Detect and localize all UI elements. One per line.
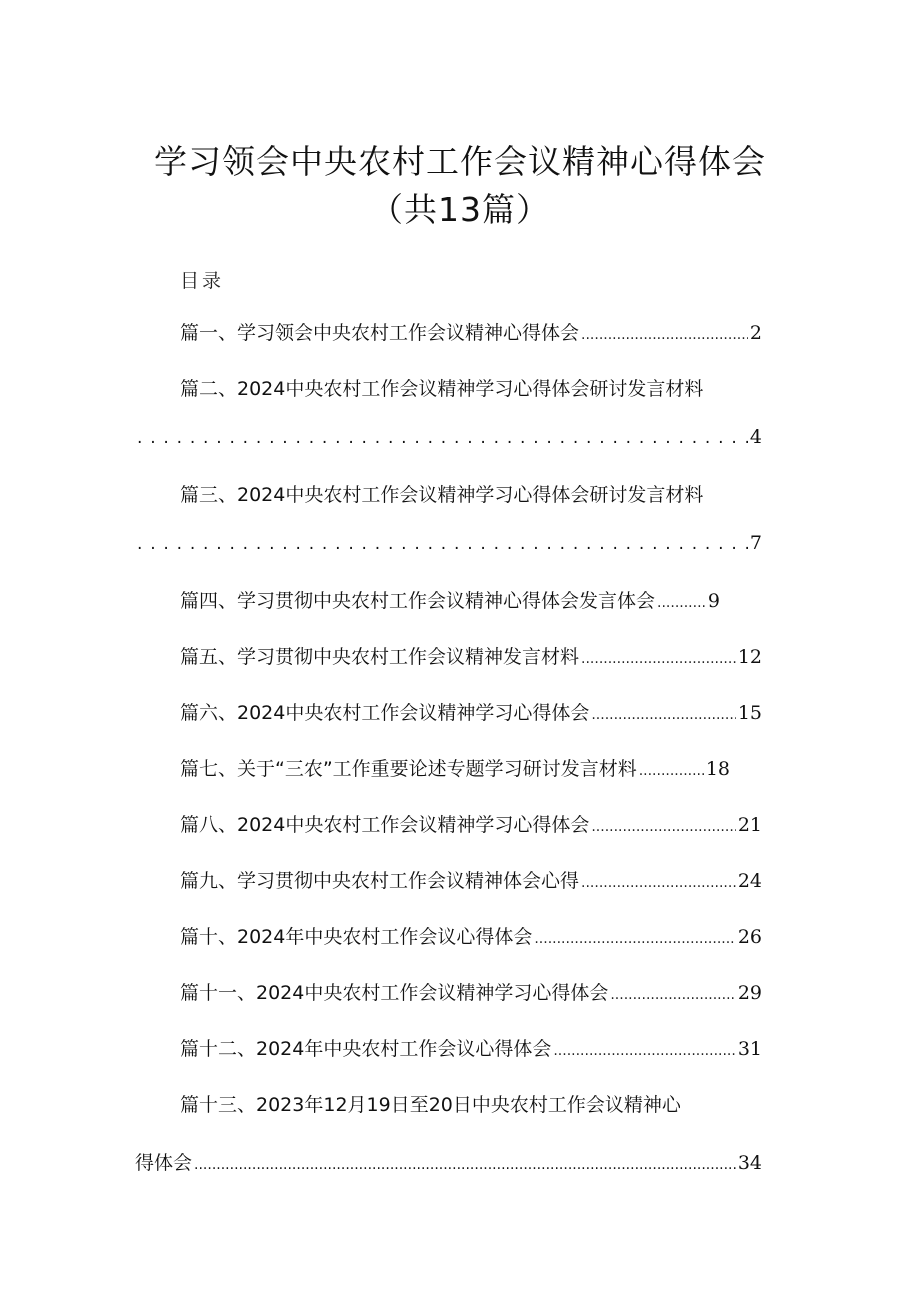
toc-leader <box>657 590 706 612</box>
toc-entry-4[interactable] <box>180 586 720 616</box>
toc-entry-title: 篇三、2024中央农村工作会议精神学习心得体会研讨发言材料 <box>180 484 704 506</box>
toc-entry-10[interactable] <box>180 922 762 952</box>
toc-leader <box>581 646 736 668</box>
toc-entry-page: 12 <box>737 646 762 668</box>
toc-entry-1[interactable] <box>180 318 762 348</box>
toc-entry-page: 18 <box>705 758 730 780</box>
toc-leader <box>194 1152 736 1174</box>
toc-entry-12[interactable] <box>180 1034 762 1064</box>
toc-entry-13-continuation[interactable] <box>135 1148 762 1178</box>
toc-entry-7[interactable] <box>180 754 730 784</box>
toc-leader <box>639 758 704 780</box>
toc-entry-8[interactable] <box>180 810 762 840</box>
toc-entry-page: 7 <box>749 532 762 554</box>
toc-entry-page: 2 <box>749 322 762 344</box>
toc-leader <box>591 702 735 724</box>
toc-entry-title: 篇十三、2023年12月19日至20日中央农村工作会议精神心 <box>180 1094 681 1116</box>
toc-leader <box>581 870 736 892</box>
toc-entry-title-continuation: 得体会 <box>135 1152 193 1174</box>
toc-leader <box>137 426 748 448</box>
toc-leader <box>581 322 748 344</box>
toc-entry-page: 29 <box>737 982 762 1004</box>
toc-entry-page: 4 <box>749 426 762 448</box>
toc-entry-3[interactable] <box>180 480 703 507</box>
toc-entry-page: 15 <box>737 702 762 724</box>
toc-entry-title: 篇九、学习贯彻中央农村工作会议精神体会心得 <box>180 870 580 892</box>
document-subtitle: （共13篇） <box>370 190 550 229</box>
toc-entry-5[interactable] <box>180 642 762 672</box>
toc-entry-6[interactable] <box>180 698 762 728</box>
toc-entry-title: 篇二、2024中央农村工作会议精神学习心得体会研讨发言材料 <box>180 378 704 400</box>
toc-entry-page: 31 <box>737 1038 762 1060</box>
toc-entry-title: 篇五、学习贯彻中央农村工作会议精神发言材料 <box>180 646 580 668</box>
toc-leader <box>591 814 735 836</box>
toc-entry-page: 21 <box>737 814 762 836</box>
toc-label: 目录 <box>180 270 225 292</box>
toc-entry-title: 篇八、2024中央农村工作会议精神学习心得体会 <box>180 814 590 836</box>
toc-entry-title: 篇十、2024年中央农村工作会议心得体会 <box>180 926 533 948</box>
toc-entry-title: 篇十一、2024中央农村工作会议精神学习心得体会 <box>180 982 609 1004</box>
toc-entry-page: 9 <box>707 590 720 612</box>
toc-entry-3-leader-line[interactable] <box>135 532 762 562</box>
toc-entry-title: 篇四、学习贯彻中央农村工作会议精神心得体会发言体会 <box>180 590 656 612</box>
toc-entry-title: 篇一、学习领会中央农村工作会议精神心得体会 <box>180 322 580 344</box>
toc-leader <box>137 532 748 554</box>
document-title: 学习领会中央农村工作会议精神心得体会 <box>154 142 766 181</box>
toc-entry-page: 24 <box>737 870 762 892</box>
toc-entry-title: 篇十二、2024年中央农村工作会议心得体会 <box>180 1038 552 1060</box>
toc-entry-11[interactable] <box>180 978 762 1008</box>
toc-entry-9[interactable] <box>180 866 762 896</box>
toc-entry-title: 篇六、2024中央农村工作会议精神学习心得体会 <box>180 702 590 724</box>
toc-entry-page: 26 <box>737 926 762 948</box>
toc-entry-title: 篇七、关于“三农”工作重要论述专题学习研讨发言材料 <box>180 758 637 780</box>
toc-entry-page: 34 <box>737 1152 762 1174</box>
toc-leader <box>610 982 735 1004</box>
toc-entry-2-leader-line[interactable] <box>135 426 762 456</box>
toc-leader <box>534 926 735 948</box>
toc-entry-13[interactable] <box>180 1090 681 1117</box>
toc-leader <box>553 1038 735 1060</box>
toc-entry-2[interactable] <box>180 374 703 401</box>
